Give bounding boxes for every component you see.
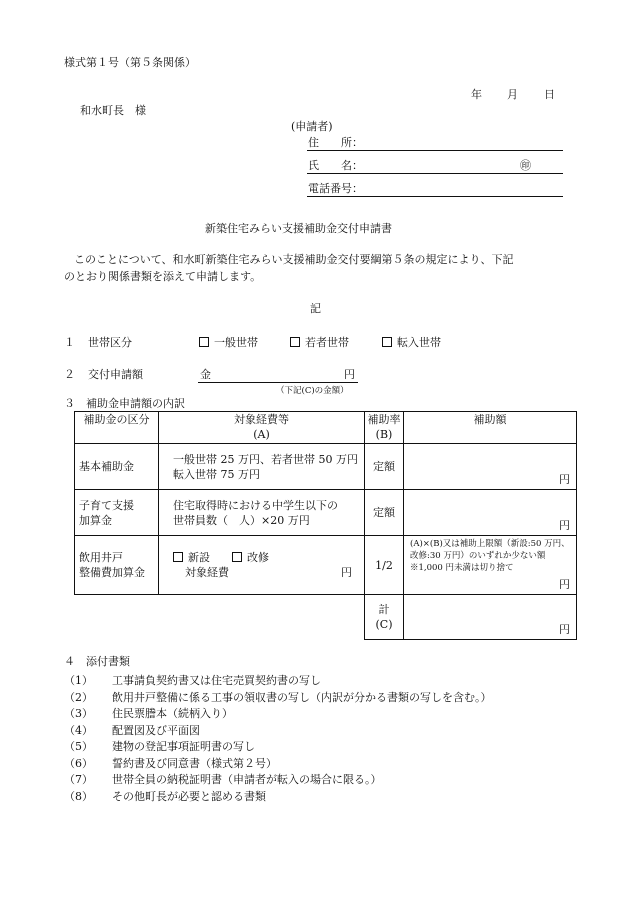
amount-yen: 円: [344, 368, 355, 381]
attachment-number: （8）: [64, 789, 93, 803]
row-basic-cost: 一般世帯 25 万円、若者世帯 50 万円 転入世帯 75 万円: [159, 444, 365, 490]
name-underline: [307, 173, 563, 174]
table-header-row: [75, 412, 577, 444]
subsidy-breakdown-table: [74, 411, 577, 640]
option-label: 転入世帯: [397, 336, 441, 349]
row-childcare-cost: 住宅取得時における中学生以下の 世帯員数（ 人）×20 万円: [159, 490, 365, 536]
attachment-number: （2）: [64, 690, 93, 704]
phone-underline: [307, 196, 563, 197]
amount-underline[interactable]: [198, 382, 358, 383]
row-childcare-amount[interactable]: 円: [404, 490, 577, 536]
header-category: 補助金の区分: [75, 412, 159, 444]
section2-label: 交付申請額: [88, 368, 143, 381]
checkbox-icon[interactable]: [290, 337, 300, 347]
row-well-cost: 新設 改修 対象経費 円: [159, 536, 365, 595]
header-cost: 対象経費等 (A): [159, 412, 365, 444]
row-childcare-rate: 定額: [365, 490, 404, 536]
row-basic-amount[interactable]: 円: [404, 444, 577, 490]
section3-heading: ３ 補助金申請額の内訳: [64, 397, 185, 410]
checkbox-icon[interactable]: [232, 552, 242, 562]
seal-mark: ㊞: [520, 159, 531, 172]
section2-number: ２: [64, 368, 75, 381]
section1-number: １: [64, 336, 75, 349]
table-row: [75, 490, 577, 536]
total-amount[interactable]: 円: [404, 595, 577, 640]
name-label: 氏 名：: [308, 159, 363, 172]
attachment-number: （7）: [64, 773, 93, 786]
header-rate: 補助率 (B): [365, 412, 404, 444]
attachment-item: 飲用井戸整備に係る工事の領収書の写し（内訳が分かる書類の写しを含む。）: [112, 690, 492, 704]
household-option-general[interactable]: [199, 336, 258, 350]
attachment-item: 配置図及び平面図: [112, 723, 200, 737]
checkbox-icon[interactable]: [382, 337, 392, 347]
checkbox-icon[interactable]: [199, 337, 209, 347]
attachment-number: （5）: [64, 740, 93, 753]
attachment-number: （3）: [64, 707, 93, 720]
total-label: 計 (C): [365, 595, 404, 640]
attachment-number: （1）: [64, 674, 93, 687]
header-amount: 補助額: [404, 412, 577, 444]
row-well-category: 飲用井戸 整備費加算金: [75, 536, 159, 595]
form-number: 様式第１号（第５条関係）: [64, 56, 196, 69]
section4-heading: ４ 添付書類: [64, 655, 130, 668]
well-option-renovate[interactable]: 改修: [232, 551, 269, 564]
row-basic-rate: 定額: [365, 444, 404, 490]
applicant-label: (申請者): [291, 120, 333, 133]
addressee: 和水町長 様: [80, 104, 146, 117]
checkbox-icon[interactable]: [173, 552, 183, 562]
option-label: 若者世帯: [305, 336, 349, 349]
option-label: 一般世帯: [214, 336, 258, 349]
address-label: 住 所：: [308, 136, 363, 149]
row-basic-category: 基本補助金: [75, 444, 159, 490]
date-month: 月: [507, 88, 518, 101]
date-day: 日: [544, 88, 555, 101]
amount-kin: 金: [200, 368, 211, 381]
row-childcare-category: 子育て支援 加算金: [75, 490, 159, 536]
table-total-row: [75, 595, 577, 640]
household-option-young[interactable]: [290, 336, 349, 350]
table-row: [75, 536, 577, 595]
attachment-number: （4）: [64, 723, 93, 737]
attachment-item: その他町長が必要と認める書類: [112, 789, 266, 803]
attachment-item: 住民票謄本（続柄入り）: [112, 707, 233, 720]
table-row: [75, 444, 577, 490]
attachment-item: 建物の登記事項証明書の写し: [112, 740, 255, 753]
date-year: 年: [471, 88, 482, 101]
row-well-rate: 1/2: [365, 536, 404, 595]
ki-heading: 記: [310, 302, 321, 315]
intro-line-1: このことについて、和水町新築住宅みらい支援補助金交付要綱第５条の規定により、下記: [74, 253, 514, 266]
row-well-amount[interactable]: (A)×(B)又は補助上限額（新設:50 万円、 改修:30 万円）のいずれか少ない額 ※1,000 円未満は切り捨て 円: [404, 536, 577, 595]
amount-note: （下記(C)の金額）: [276, 386, 349, 396]
address-underline: [307, 150, 563, 151]
well-option-new[interactable]: 新設: [173, 551, 210, 564]
attachment-item: 誓約書及び同意書（様式第２号）: [112, 756, 277, 770]
section1-label: 世帯区分: [88, 336, 132, 349]
document-title: 新築住宅みらい支援補助金交付申請書: [205, 222, 392, 235]
household-option-movein[interactable]: [382, 336, 441, 350]
attachment-item: 工事請負契約書又は住宅売買契約書の写し: [112, 674, 321, 687]
intro-line-2: のとおり関係書類を添えて申請します。: [64, 270, 262, 283]
attachment-item: 世帯全員の納税証明書（申請者が転入の場合に限る。）: [112, 773, 382, 786]
attachment-number: （6）: [64, 756, 93, 770]
phone-label: 電話番号：: [308, 182, 363, 195]
